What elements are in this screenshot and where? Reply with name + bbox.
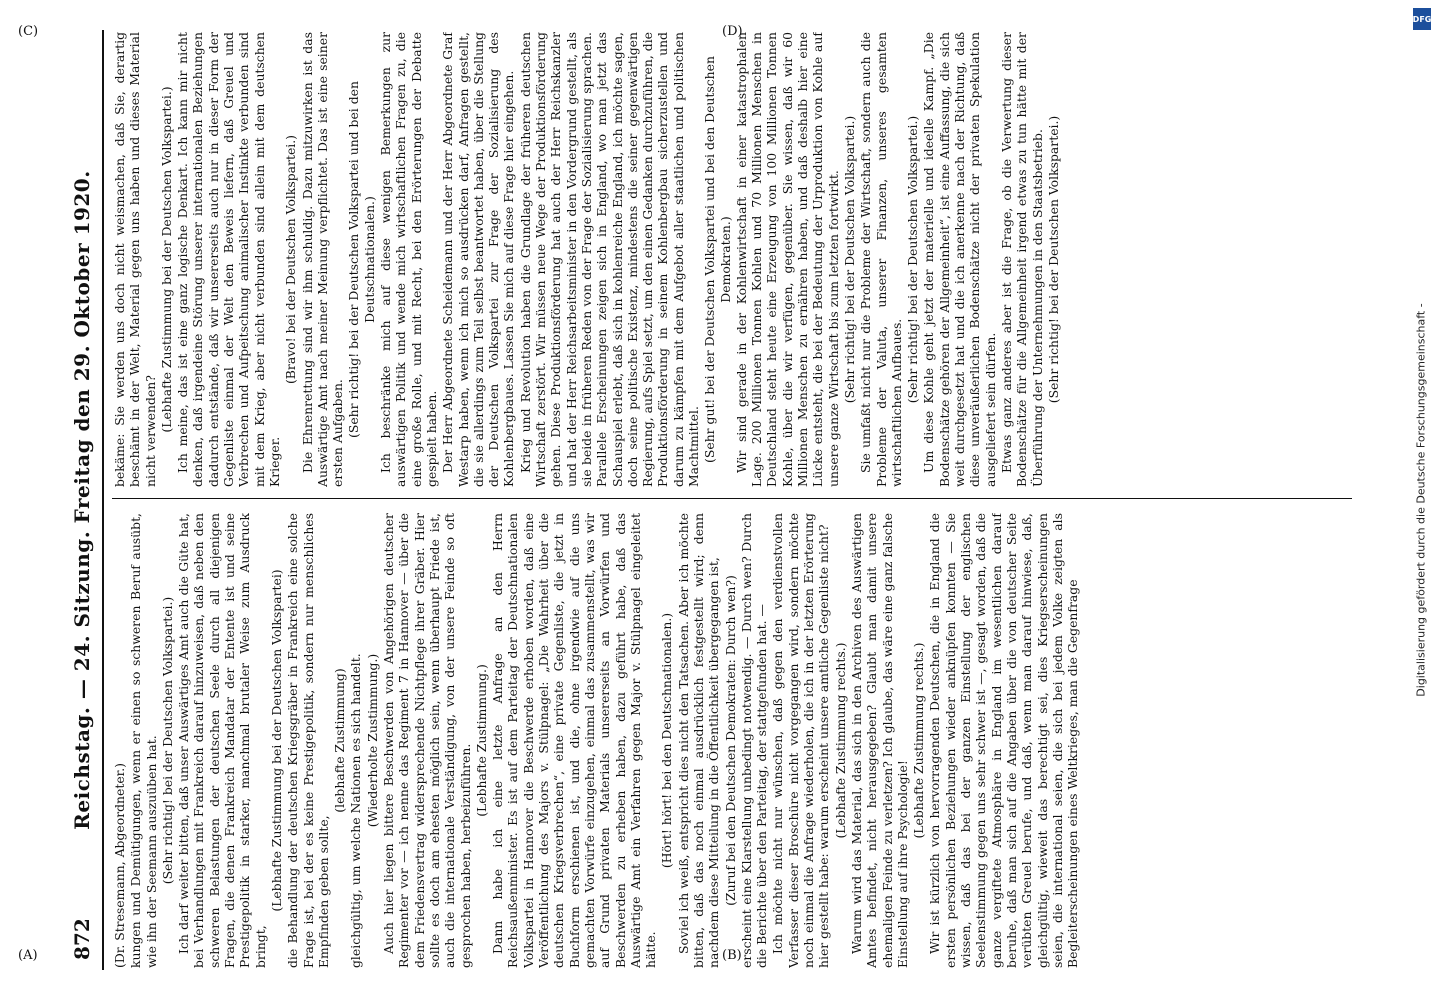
- dfg-logo: DFG: [1413, 8, 1431, 30]
- left-column-paragraph: (Dr. Stresemann, Abgeordneter.): [112, 762, 127, 968]
- left-column-paragraph: (Sehr richtig! bei der Deutschen Volkspartei.): [159, 596, 175, 885]
- left-column-paragraph: (Lebhafte Zustimmung bei der Deutschen Volkspartei): [268, 569, 284, 912]
- rotated-newspaper-page: [52, 20, 1382, 980]
- right-column-paragraph: Sie umfaßt nicht nur die Probleme der Wirtschaft, sondern auch die Probleme der Valuta, unserer Finanzen, unseres gesamten wirtschaftlichen Aufbaues.: [858, 32, 904, 487]
- header-rule: [102, 30, 104, 970]
- left-column: [112, 513, 1362, 968]
- column-separator: [112, 498, 1352, 499]
- marker-d: (D): [722, 24, 743, 39]
- left-column-paragraph: Auch hier liegen bittere Beschwerden von Angehörigen deutscher Regimenter vor — ich nenne das Regiment 7 in Hannover — über die dem Friedensvertrag widersprechende Nichtpflege ihrer Gräber. Hier sollte es doch am ehesten möglich sein, wenn überhaupt Friede ist, auch die internationale Verständigung, von der unsere Feinde so oft gesprochen haben, herbeizuführen.: [381, 513, 473, 968]
- left-column-paragraph: erscheint eine Klarstellung unbedingt notwendig. — Durch wen? Durch die Berichte über den Parteitag, der stattgefunden hat. —: [738, 513, 770, 968]
- right-column: [112, 32, 1362, 487]
- left-column-paragraph: gleichgültig, um welche Nationen es sich handelt.: [348, 653, 364, 968]
- left-column-paragraph: Ich darf weiter bitten, daß unser Auswärtiges Amt auch die Güte hat, bei Verhandlungen mit Frankreich darauf hinzuweisen, daß neben den schweren Belastungen der deutschen Seele durch all diejenigen Fragen, die denen Frankreich Mandatar der Entente ist und seine Prestigepolitik in starker, manchmal brutaler Weise zum Ausdruck bringt,: [176, 513, 268, 968]
- right-column-paragraph: (Sehr gut! bei der Deutschen Volkspartei und bei den Deutschen Demokraten.): [702, 56, 733, 463]
- digitization-credit: [1414, 10, 1428, 990]
- right-column-paragraph: Der Herr Abgeordnete Scheidemann und der Herr Abgeordnete Graf Westarp haben, wenn ich mich so ausdrücken darf, Anfragen gestellt, die sie allerdings zum Teil selbst beantwortet haben, über die Stellung der Deutschen Volkspartei zur Frage der Sozialisierung des Kohlenbergbaues. Lassen Sie mich auf diese Frage hier eingehen.: [440, 32, 517, 487]
- left-column-paragraph: Warum wird das Material, das sich in den Archiven des Auswärtigen Amtes befindet, nicht herausgegeben? Glaubt man damit unsere ehemaligen Feinde zu verletzen? Ich glaube, das wäre eine ganz falsche Einstellung auf ihre Psychologie!: [848, 513, 910, 968]
- page-header: [66, 20, 106, 980]
- right-column-paragraph: (Sehr richtig! bei der Deutschen Volkspartei.): [1045, 115, 1061, 404]
- left-column-paragraph: Dann habe ich eine letzte Anfrage an den Herrn Reichsaußenminister. Es ist auf dem Parteitag der Deutschnationalen Volkspartei in Hannover die Beschwerde erhoben worden, daß eine Veröffentlichung des Majors v. Stülpnagel: „Die Wahrheit über die deutschen Kriegsverbrechen“, eine private Gegenliste, die jetzt in Buchform erschienen ist, und die, ohne irgendwie auf die uns gemachten Vorwürfe einzugehen, einmal das zusammenstellt, was wir auf Grund privaten Materials unsererseits an Vorwürfen und Beschwerden zu erheben haben, dazu geführt habe, daß das Auswärtige Amt ein Verfahren gegen Major v. Stülpnagel eingeleitet hätte.: [490, 513, 659, 968]
- right-column-paragraph: Um diese Kohle geht jetzt der materielle und ideelle Kampf. „Die Bodenschätze gehören der Allgemeinheit“, ist eine Auffassung, die sich weit durchgesetzt hat und die ich anerkenne nach der Richtung, daß diese unveräußerlichen Bodenschätze nicht der privaten Spekulation ausgeliefert sein dürfen.: [921, 32, 998, 487]
- marker-b: (B): [722, 948, 742, 963]
- right-column-paragraph: (Sehr richtig! bei der Deutschen Volkspartei.): [905, 115, 921, 404]
- left-column-paragraph: (Lebhafte Zustimmung rechts.): [832, 642, 848, 839]
- left-column-paragraph: (Lebhafte Zustimmung.): [473, 664, 489, 817]
- left-column-paragraph: (Wiederholte Zustimmung.): [364, 653, 380, 828]
- left-column-paragraph: Ich möchte nicht nur wünschen, daß gegen den verdienstvollen Verfasser dieser Broschüre nicht vorgegangen wird, sondern möchte noch einmal die Anfrage wiederholen, die ich in der letzten Erörterung hier gestellt habe: warum erscheint unsere amtliche Gegenliste nicht?: [770, 513, 832, 968]
- left-column-paragraph: (Hört! hört! bei den Deutschnationalen.): [659, 612, 675, 869]
- marker-a: (A): [18, 948, 38, 963]
- left-column-paragraph: (Lebhafte Zustimmung rechts.): [911, 642, 927, 839]
- page-number: 872: [70, 918, 94, 960]
- right-column-paragraph: (Bravo! bei der Deutschen Volkspartei.): [283, 134, 299, 385]
- right-column-paragraph: Wir sind gerade in der Kohlenwirtschaft in einer katastrophalen Lage. 200 Millionen Tonnen Kohlen und 70 Millionen Menschen in Deutschland steht heute eine Erzeugung von 100 Millionen Tonnen Kohle, über die wir verfügen, gegenüber. Sie wissen, daß wir 60 Millionen Menschen zu ernähren haben, und daß deshalb hier eine Lücke entsteht, die bei der Bedeutung der Urproduktion von Kohle auf unsere ganze Wirtschaft bis zum letzten fortwirkt.: [733, 32, 841, 487]
- left-column-paragraph: (lebhafte Zustimmung): [332, 668, 348, 813]
- left-column-paragraph: Wir ist kürzlich von hervorragenden Deutschen, die in England die ersten persönlichen Beziehungen wieder anknüpfen konnten — Sie wissen, daß das bei der ganzen Einstellung der englischen Seelenstimmung gegen uns sehr schwer ist —, gesagt worden, daß die ganze vergiftete Atmosphäre in England im wesentlichen darauf beruhe, daß man sich auf die Angaben über die von deutscher Seite verübten Greuel berufe, und daß, wenn man darauf hinwiese, daß, gleichgültig, wieweit das berechtigt sei, dies Kriegserscheinungen seien, die international seien, die sich bei jedem Volke zeigten als Begleiterscheinungen eines Weltkrieges, man die Gegenfrage: [927, 513, 1081, 968]
- marker-c: (C): [18, 24, 39, 39]
- right-column-paragraph: Ich beschränke mich auf diese wenigen Bemerkungen zur auswärtigen Politik und wende mich wirtschaftlichen Fragen zu, die eine große Rolle, und mit Recht, bei den Erörterungen der Debatte gespielt haben.: [378, 32, 439, 487]
- left-column-paragraph: kungen und Demütigungen, wenn er einen so schweren Beruf ausübt, wie ihn der Seemann auszuüben hat.: [128, 513, 159, 968]
- right-column-paragraph: (Sehr richtig! bei der Deutschen Volkspartei und bei den Deutschnationalen.): [346, 81, 377, 438]
- left-column-paragraph: (Zuruf bei den Deutschen Demokraten: Durch wen?): [722, 575, 738, 906]
- right-column-paragraph: (Sehr richtig! bei der Deutschen Volkspartei.): [841, 115, 857, 404]
- right-column-paragraph: Die Ehrenrettung sind wir ihm schuldig. Dazu mitzuwirken ist das Auswärtige Amt nach meiner Meinung verpflichtet. Das ist eine seiner ersten Aufgaben.: [299, 32, 346, 487]
- right-column-paragraph: (Lebhafte Zustimmung bei der Deutschen Volkspartei.): [158, 86, 174, 433]
- header-title: Reichstag. — 24. Sitzung. Freitag den 29. Oktober 1920.: [70, 170, 94, 830]
- right-column-paragraph: Ich meine, das ist eine ganz logische Denkart. Ich kann mir nicht denken, daß irgendeine Störung unserer internationalen Beziehungen dadurch entstände, daß wir unsererseits auch nur in dieser Form der Gegenliste einmal der Welt den Beweis liefern, daß Greuel und Verbrechen und Aufpeitschung animalischer Instinkte verbunden sind mit dem Krieg, aber nicht verbunden sind allein mit dem deutschen Krieger.: [175, 32, 282, 487]
- left-column-paragraph: Soviel ich weiß, entspricht dies nicht den Tatsachen. Aber ich möchte bitten, daß das noch einmal ausdrücklich festgestellt wird; denn nachdem diese Mitteilung in die Öffentlichkeit übergegangen ist,: [675, 513, 722, 968]
- right-column-paragraph: Krieg und Revolution haben die Grundlage der früheren deutschen Wirtschaft zerstört. Wir müssen neue Wege der Produktionsförderung gehen. Diese Produktionsförderung hat auch der Herr Reichskanzler und hat der Herr Reichsarbeitsminister in den Vordergrund gestellt, als sie beide in früheren Reden von der Frage der Sozialisierung sprachen. Parallele Erscheinungen zeigen sich in England, wo man jetzt das Schauspiel erlebt, daß sich in kohlenreiche England, ich möchte sagen, doch seine politische Existenz, mindestens die seiner gegenwärtigen Regierung, aufs Spiel setzt, um den einen Gedanken durchzuführen, die Produktionsförderung in seinem Kohlenbergbau sicherzustellen und darum zu kämpfen mit dem Aufgebot aller staatlichen und politischen Machtmittel.: [517, 32, 701, 487]
- left-column-paragraph: die Behandlung der deutschen Kriegsgräber in Frankreich eine solche Frage ist, bei der es keine Prestigepolitik, sondern nur menschliches Empfinden geben sollte,: [285, 513, 331, 968]
- digitization-credit-text: Digitalisierung gefördert durch die Deutsche Forschungsgemeinschaft -: [1414, 303, 1428, 697]
- right-column-paragraph: Etwas ganz anderes aber ist die Frage, ob die Verwertung dieser Bodenschätze für die Allgemeinheit irgend etwas zu tun hätte mit der Überführung der Unternehmungen in den Staatsbetrieb.: [998, 32, 1045, 487]
- right-column-paragraph: bekäme: Sie werden uns doch nicht weismachen, daß Sie, derartig beschämt in der Welt, Material gegen uns haben und dieses Material nicht verwenden?: [112, 32, 158, 487]
